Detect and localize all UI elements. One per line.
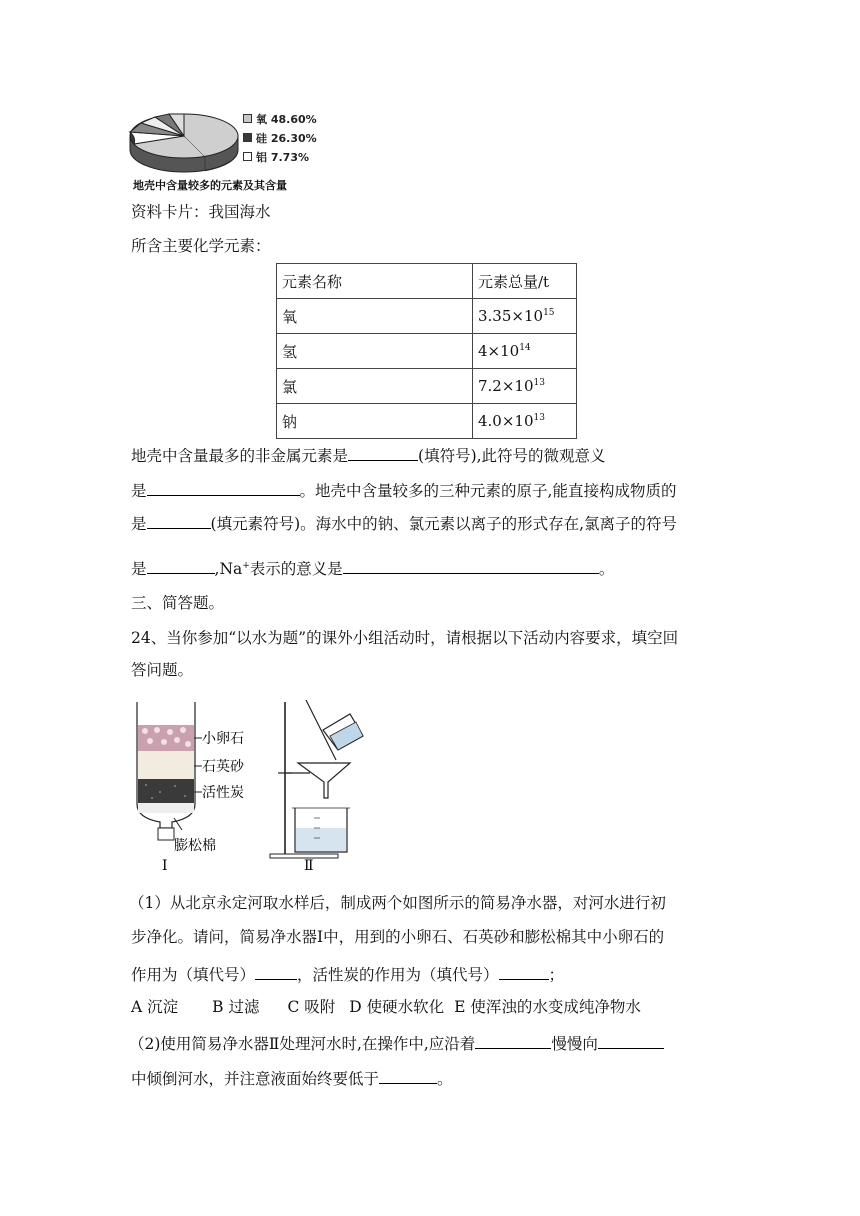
answer-blank[interactable]	[255, 963, 297, 980]
answer-blank[interactable]	[343, 557, 599, 574]
legend-item-oxygen	[243, 110, 317, 129]
table-row	[277, 369, 577, 404]
section-heading: 三、简答题。	[131, 594, 225, 612]
text: 。	[598, 560, 615, 578]
text: ,Na	[214, 560, 243, 578]
superscript: +	[242, 561, 250, 571]
legend-label: 氧 48.60%	[256, 113, 317, 126]
table-row	[277, 334, 577, 369]
q24-1-line1: （1）从北京永定河取水样后，制成两个如图所示的简易净水器，对河水进行初	[129, 894, 666, 912]
table-cell-amount: $4\times 10^{14}$	[473, 334, 577, 369]
pie-caption: 地壳中含量较多的元素及其含量	[133, 179, 287, 192]
pie-chart-image	[125, 98, 240, 176]
table-header: 元素名称	[277, 264, 473, 299]
q24-2-line1	[129, 1032, 664, 1054]
label-activated-carbon: 活性炭	[202, 785, 244, 801]
text: (填符号),此符号的微观意义	[418, 447, 606, 465]
card-subtitle: 所含主要化学元素：	[131, 237, 271, 255]
legend-swatch-oxygen	[243, 114, 252, 123]
water-purifier-figure-1	[130, 700, 270, 875]
table-cell-amount: $4.0\times 10^{13}$	[473, 404, 577, 439]
figure-label-1: Ⅰ	[162, 858, 168, 874]
text: （2)使用简易净水器Ⅱ处理河水时,在操作中,应沿着	[129, 1035, 476, 1053]
text: 中倾倒河水，并注意液面始终要低于	[131, 1070, 380, 1088]
table-header: 元素总量/t	[473, 264, 577, 299]
text: 。地壳中含量较多的三种元素的原子,能直接构成物质的	[299, 482, 677, 500]
label-cotton: 膨松棉	[174, 838, 216, 854]
answer-blank[interactable]	[348, 444, 418, 461]
q23-line4	[131, 557, 614, 579]
option-e: E 使浑浊的水变成纯净物水	[454, 998, 641, 1016]
legend-swatch-aluminum	[243, 152, 252, 161]
legend-item-aluminum	[243, 148, 317, 167]
answer-blank[interactable]	[147, 557, 215, 574]
filtration-figure-2	[268, 700, 378, 875]
text: 是	[131, 515, 147, 533]
text: ；	[548, 966, 565, 984]
table-header-row	[277, 264, 577, 299]
text: (填元素符号)。海水中的钠、氯元素以离子的形式存在,氯离子的符号	[210, 515, 678, 533]
text: 慢慢向	[551, 1035, 598, 1053]
q23-line3	[131, 512, 677, 534]
answer-blank[interactable]	[147, 479, 300, 496]
table-row	[277, 299, 577, 334]
card-title: 资料卡片：我国海水	[131, 203, 271, 221]
table-cell-name: 氢	[277, 334, 473, 369]
pie-legend	[243, 110, 317, 167]
q24-1-line2: 步净化。请问，简易净水器Ⅰ中，用到的小卵石、石英砂和膨松棉其中小卵石的	[131, 928, 665, 946]
element-table	[276, 263, 577, 439]
pie-chart-figure	[125, 98, 340, 198]
text: 作用为（填代号）	[131, 966, 256, 984]
table-cell-amount: $7.2\times 10^{13}$	[473, 369, 577, 404]
text: 。	[437, 1070, 453, 1088]
option-b: B 过滤	[212, 998, 260, 1016]
option-a: A 沉淀	[131, 998, 179, 1016]
text: 地壳中含量最多的非金属元素是	[131, 447, 349, 465]
answer-blank[interactable]	[475, 1032, 551, 1049]
q24-2-line2	[131, 1067, 453, 1089]
table-cell-name: 钠	[277, 404, 473, 439]
option-c: C 吸附	[287, 998, 336, 1016]
answer-blank[interactable]	[598, 1032, 664, 1049]
table-cell-name: 氯	[277, 369, 473, 404]
text: 是	[131, 560, 147, 578]
q23-line2	[131, 479, 676, 501]
q24-line1: 24、当你参加“以水为题”的课外小组活动时，请根据以下活动内容要求，填空回	[131, 629, 679, 647]
answer-blank[interactable]	[147, 512, 211, 529]
legend-label: 铝 7.73%	[256, 151, 309, 164]
figure-label-2: Ⅱ	[304, 858, 314, 874]
answer-blank[interactable]	[499, 963, 549, 980]
option-d: D 使硬水软化	[349, 998, 445, 1016]
legend-swatch-silicon	[243, 133, 252, 142]
text: ，活性炭的作用为（填代号）	[297, 966, 499, 984]
q23-line1	[131, 444, 606, 466]
text: 是	[131, 482, 147, 500]
q24-line2: 答问题。	[131, 661, 194, 679]
table-cell-name: 氧	[277, 299, 473, 334]
legend-item-silicon	[243, 129, 317, 148]
label-quartz-sand: 石英砂	[202, 759, 244, 775]
q24-1-line3	[131, 963, 564, 985]
legend-label: 硅 26.30%	[256, 132, 317, 145]
label-pebbles: 小卵石	[202, 731, 244, 747]
table-row	[277, 404, 577, 439]
answer-blank[interactable]	[379, 1067, 437, 1084]
table-cell-amount: $3.35\times 10^{15}$	[473, 299, 577, 334]
text: 表示的意义是	[249, 560, 343, 578]
options-line	[131, 997, 641, 1017]
